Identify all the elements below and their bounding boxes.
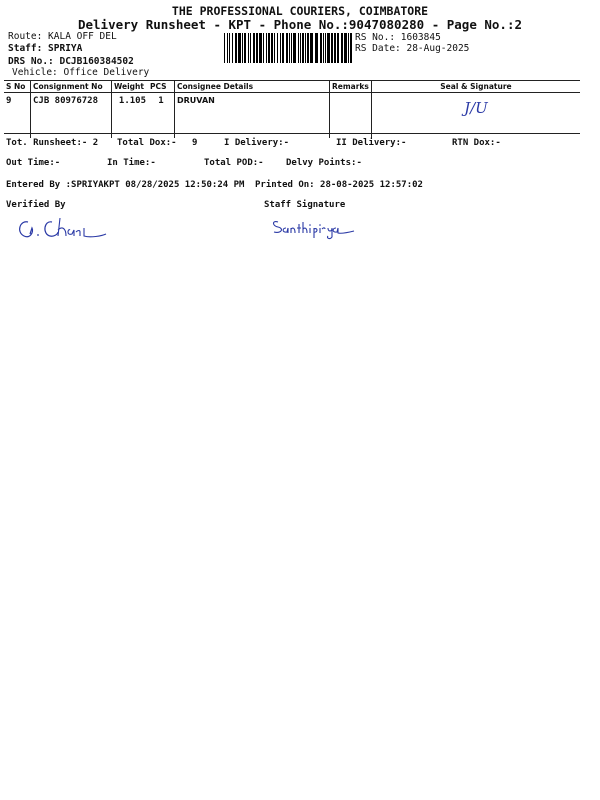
second-delivery: II Delivery:- xyxy=(336,138,407,148)
rtn-dox: RTN Dox:- xyxy=(452,138,501,148)
table-row xyxy=(4,93,580,139)
col-remarks: Remarks xyxy=(330,81,372,93)
col-weight: Weight xyxy=(112,81,149,93)
col-pcs: PCS xyxy=(148,81,175,93)
staff-signature xyxy=(270,214,360,240)
delivery-points: Delvy Points:- xyxy=(286,158,362,168)
col-seal-signature: Seal & Signature xyxy=(371,81,580,93)
printed-on: Printed On: 28-08-2025 12:57:02 xyxy=(255,180,423,190)
route: Route: KALA OFF DEL xyxy=(8,31,117,42)
rs-number: RS No.: 1603845 xyxy=(355,32,441,43)
consignment-table xyxy=(4,80,580,138)
table-header-row xyxy=(4,81,580,93)
staff-signature-label: Staff Signature xyxy=(264,200,346,210)
col-sno: S No xyxy=(4,81,31,93)
cell-pcs: 1 xyxy=(158,96,164,106)
total-pod: Total POD:- xyxy=(204,158,264,168)
first-delivery: I Delivery:- xyxy=(224,138,290,148)
total-dox-label: Total Dox:- xyxy=(117,138,177,148)
company-name: THE PROFESSIONAL COURIERS, COIMBATORE xyxy=(171,4,429,18)
entered-by: Entered By :SPRIYAKPT 08/28/2025 12:50:24 PM xyxy=(6,180,245,190)
in-time: In Time:- xyxy=(107,158,156,168)
cell-consignment-no: CJB 80976728 xyxy=(31,93,112,139)
total-dox-value: 9 xyxy=(192,138,198,148)
cell-remarks xyxy=(330,93,372,139)
staff: Staff: SPRIYA xyxy=(8,43,83,54)
col-consignee: Consignee Details xyxy=(175,81,330,93)
table-bottom-rule xyxy=(4,133,580,134)
cell-weight: 1.105 xyxy=(112,93,149,139)
vehicle: Vehicle: Office Delivery xyxy=(12,67,150,78)
verified-by-label: Verified By xyxy=(6,200,66,210)
cell-consignee: DRUVAN xyxy=(175,93,330,139)
cell-sno: 9 xyxy=(6,96,12,106)
verified-by-signature xyxy=(14,212,114,242)
col-consignment-no: Consignment No xyxy=(31,81,112,93)
runsheet-title: Delivery Runsheet - KPT - Phone No.:9047080280 - Page No.:2 xyxy=(77,17,522,32)
drs-number: DRS No.: DCJB160384502 xyxy=(8,56,134,67)
total-runsheet: Tot. Runsheet:- 2 xyxy=(6,138,99,148)
barcode-image xyxy=(224,33,352,63)
out-time: Out Time:- xyxy=(6,158,61,168)
cell-seal-signature: J/U xyxy=(371,93,580,139)
rs-date: RS Date: 28-Aug-2025 xyxy=(355,43,470,54)
